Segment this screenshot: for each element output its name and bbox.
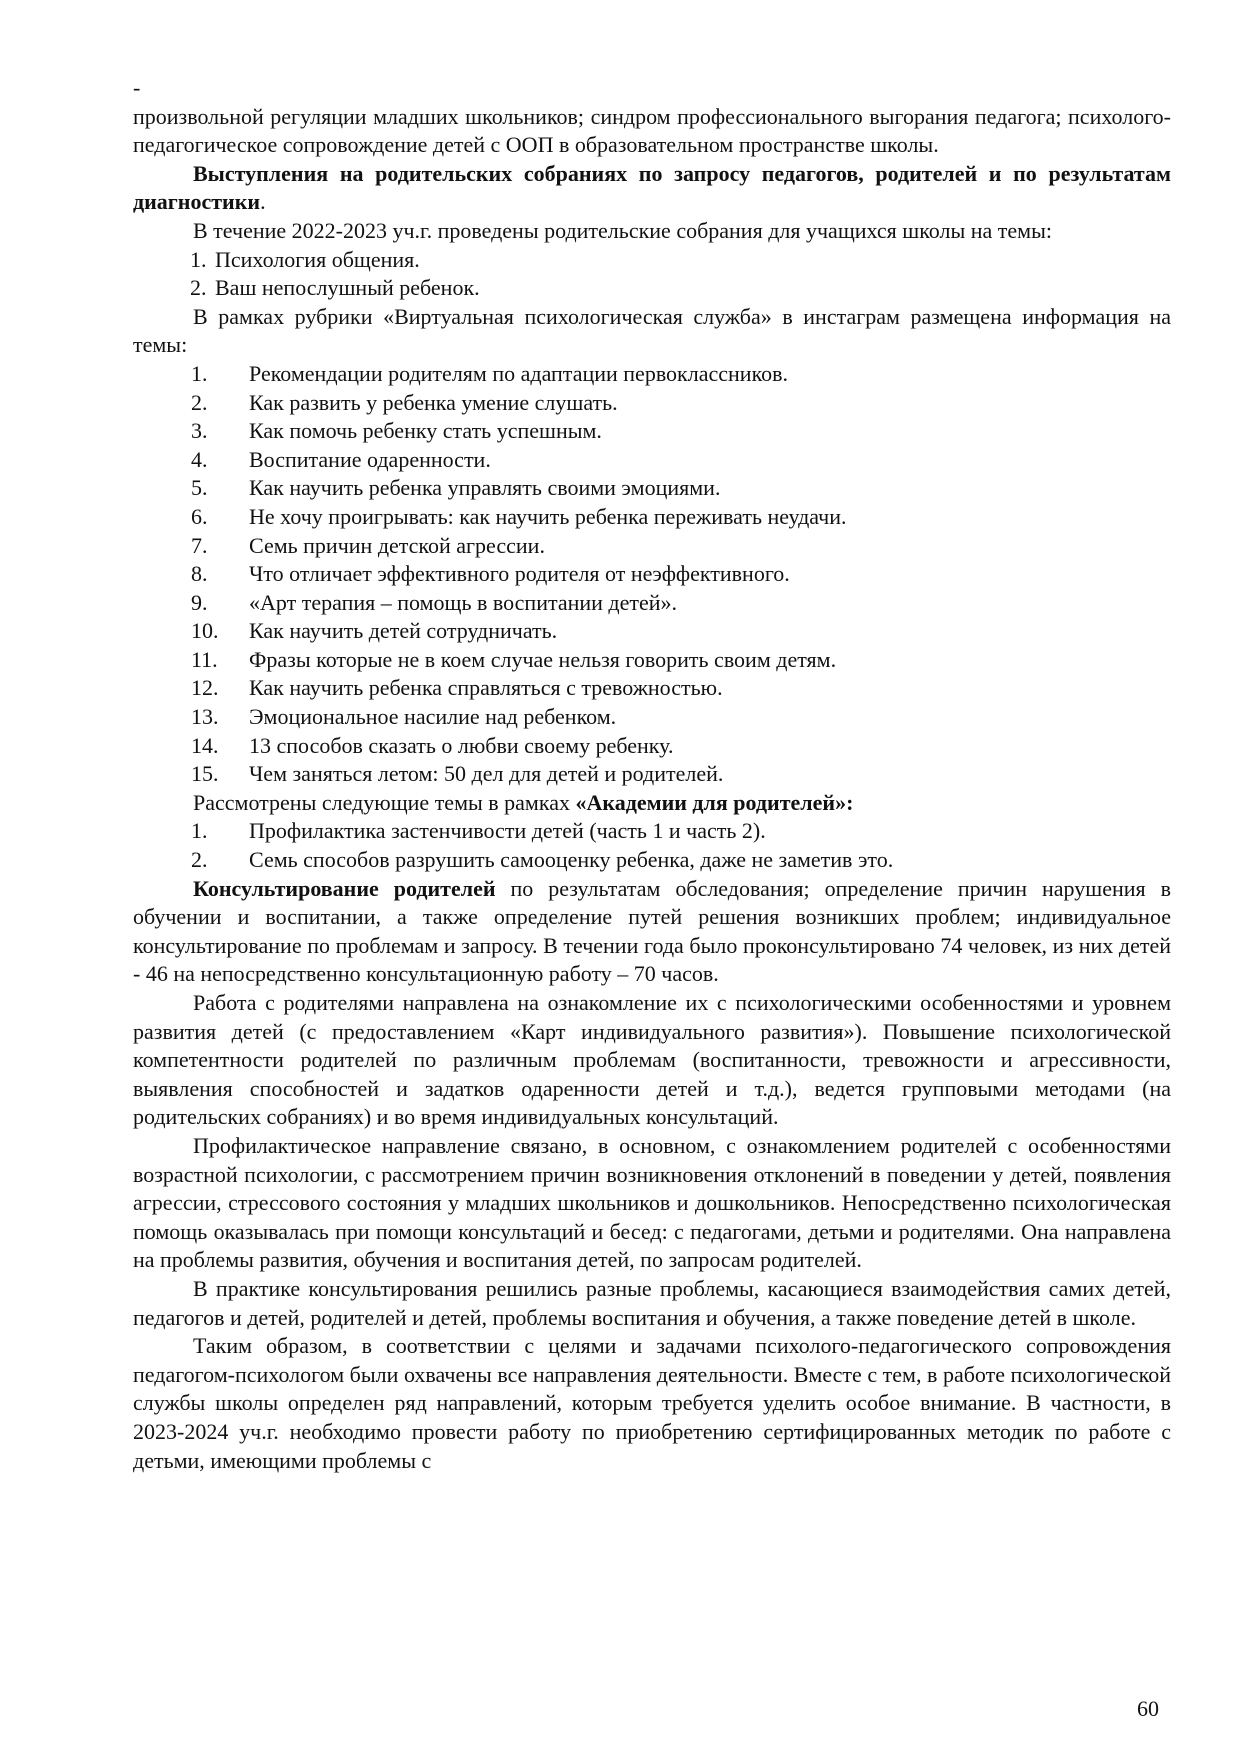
list-item xyxy=(133,703,1171,732)
list-item xyxy=(133,274,1171,303)
list-item-number: 1. xyxy=(191,818,208,844)
list-item xyxy=(133,360,1171,389)
consulting-text: по результатам обследования; определение причин нарушения в обучении и воспитании, а также определение путей решения возникших проблем; индивидуальное консультирование по проблемам и запросу. В течении года было проконсультировано 74 человек, из них детей - 46 на непосредственно консультационную работу – 70 часов. xyxy=(133,875,1171,987)
list-item-number: 12. xyxy=(191,675,219,701)
consulting-bold: Консультирование родителей xyxy=(193,875,496,901)
paragraph-meetings-intro: В течение 2022-2023 уч.г. проведены родительские собрания для учащихся школы на темы: xyxy=(193,217,1052,243)
list-item-number: 2. xyxy=(190,275,207,301)
list-item-text: Эмоциональное насилие над ребенком. xyxy=(249,704,617,730)
paragraph-continuation: произвольной регуляции младших школьников; синдром профессионального выгорания педагога; психолого-педагогическое сопровождение детей с ООП в образовательном пространстве школы. xyxy=(133,103,1171,158)
list-item-text: Как развить у ребенка умение слушать. xyxy=(249,389,618,415)
paragraph-heading-meetings xyxy=(133,160,1171,217)
list-item-number: 5. xyxy=(191,475,208,501)
paragraph-prevention: Профилактическое направление связано, в основном, с ознакомлением родителей с особенностями возрастной психологии, с рассмотрением причин возникновения отклонений в поведении у детей, появления агрессии, стрессового состояния у младших школьников и дошкольников. Непосредственно психологическая помощь оказывалась при помощи консультаций и бесед: с педагогами, детьми и родителями. Она направлена на проблемы развития, обучения и воспитания детей, по запросам родителей. xyxy=(133,1132,1171,1273)
list-item-number: 7. xyxy=(191,532,208,558)
paragraph-practice: В практике консультирования решились разные проблемы, касающиеся взаимодействия самих детей, педагогов и детей, родителей и детей, проблемы воспитания и обучения, а также поведение детей в школе. xyxy=(133,1275,1171,1330)
list-item xyxy=(133,617,1171,646)
list-item-text: Как научить ребенка справляться с тревожностью. xyxy=(249,675,723,701)
page-number: 60 xyxy=(1137,1696,1159,1721)
list-item-number: 4. xyxy=(191,446,208,472)
list-item-text: Фразы которые не в коем случае нельзя говорить своим детям. xyxy=(249,646,837,672)
list-item-text: Воспитание одаренности. xyxy=(249,446,491,472)
list-item-number: 2. xyxy=(191,847,208,873)
heading-meetings-bold: Выступления на родительских собраниях по запросу педагогов, родителей и по результатам диагностики xyxy=(133,160,1171,215)
list-item-number: 8. xyxy=(191,561,208,587)
list-item xyxy=(133,817,1171,846)
list-item xyxy=(133,589,1171,618)
list-item-number: 1. xyxy=(190,246,207,272)
list-item xyxy=(133,246,1171,275)
list-item-text: Психология общения. xyxy=(215,246,420,272)
list-item xyxy=(133,446,1171,475)
leading-dash: - xyxy=(133,75,141,100)
list-item xyxy=(133,674,1171,703)
list-item xyxy=(133,389,1171,418)
list-item xyxy=(133,532,1171,561)
paragraph-academy-intro xyxy=(133,789,1171,818)
list-item-number: 13. xyxy=(191,704,219,730)
list-item-number: 11. xyxy=(191,646,218,672)
academy-list xyxy=(133,817,1171,874)
list-item-text: Как научить ребенка управлять своими эмоциями. xyxy=(249,475,721,501)
list-item-number: 3. xyxy=(191,418,208,444)
list-item-number: 15. xyxy=(191,761,219,787)
document-page xyxy=(133,74,1171,1475)
list-item-number: 10. xyxy=(191,618,219,644)
list-item xyxy=(133,474,1171,503)
list-item-text: Семь способов разрушить самооценку ребенка, даже не заметив это. xyxy=(249,847,894,873)
list-item-text: Не хочу проигрывать: как научить ребенка переживать неудачи. xyxy=(249,503,847,529)
list-item-text: Как помочь ребенку стать успешным. xyxy=(249,418,602,444)
list-item xyxy=(133,846,1171,875)
list-item-text: «Арт терапия – помощь в воспитании детей». xyxy=(249,589,678,615)
list-item-number: 14. xyxy=(191,732,219,758)
academy-title-bold: «Академии для родителей»: xyxy=(575,789,854,815)
list-item-text: Как научить детей сотрудничать. xyxy=(249,618,558,644)
list-item xyxy=(133,760,1171,789)
list-item xyxy=(133,732,1171,761)
list-item xyxy=(133,560,1171,589)
academy-intro-text: Рассмотрены следующие темы в рамках xyxy=(193,789,576,815)
list-item-number: 1. xyxy=(191,360,208,386)
meetings-list xyxy=(133,246,1171,303)
list-item-text: Профилактика застенчивости детей (часть 1 и часть 2). xyxy=(249,818,766,844)
list-item-text: Рекомендации родителям по адаптации первоклассников. xyxy=(249,360,789,386)
topics-list xyxy=(133,360,1171,789)
paragraph-virtual-service: В рамках рубрики «Виртуальная психологическая служба» в инстаграм размещена информация на темы: xyxy=(133,303,1171,358)
paragraph-conclusion: Таким образом, в соответствии с целями и задачами психолого-педагогического сопровождения педагогом-психологом были охвачены все направления деятельности. Вместе с тем, в работе психологической службы школы определен ряд направлений, которым требуется уделить особое внимание. В частности, в 2023-2024 уч.г. необходимо провести работу по приобретению сертифицированных методик по работе с детьми, имеющими проблемы с xyxy=(133,1333,1171,1473)
list-item-number: 6. xyxy=(191,503,208,529)
heading-meetings-period: . xyxy=(260,189,266,215)
list-item-text: Чем заняться летом: 50 дел для детей и родителей. xyxy=(249,761,724,787)
paragraph-consulting xyxy=(133,875,1171,989)
list-item-text: Семь причин детской агрессии. xyxy=(249,532,545,558)
list-item xyxy=(133,417,1171,446)
list-item-text: Что отличает эффективного родителя от неэффективного. xyxy=(249,561,790,587)
list-item xyxy=(133,646,1171,675)
list-item-number: 9. xyxy=(191,589,208,615)
list-item-text: Ваш непослушный ребенок. xyxy=(215,275,480,301)
list-item-text: 13 способов сказать о любви своему ребенку. xyxy=(249,732,674,758)
list-item-number: 2. xyxy=(191,389,208,415)
paragraph-parents-work: Работа с родителями направлена на ознакомление их с психологическими особенностями и уровнем развития детей (с предоставлением «Карт индивидуального развития»). Повышение психологической компетентности родителей по различным проблемам (воспитанности, тревожности и агрессивности, выявления способностей и задатков одаренности детей и т.д.), ведется групповыми методами (на родительских собраниях) и во время индивидуальных консультаций. xyxy=(133,990,1171,1130)
list-item xyxy=(133,503,1171,532)
